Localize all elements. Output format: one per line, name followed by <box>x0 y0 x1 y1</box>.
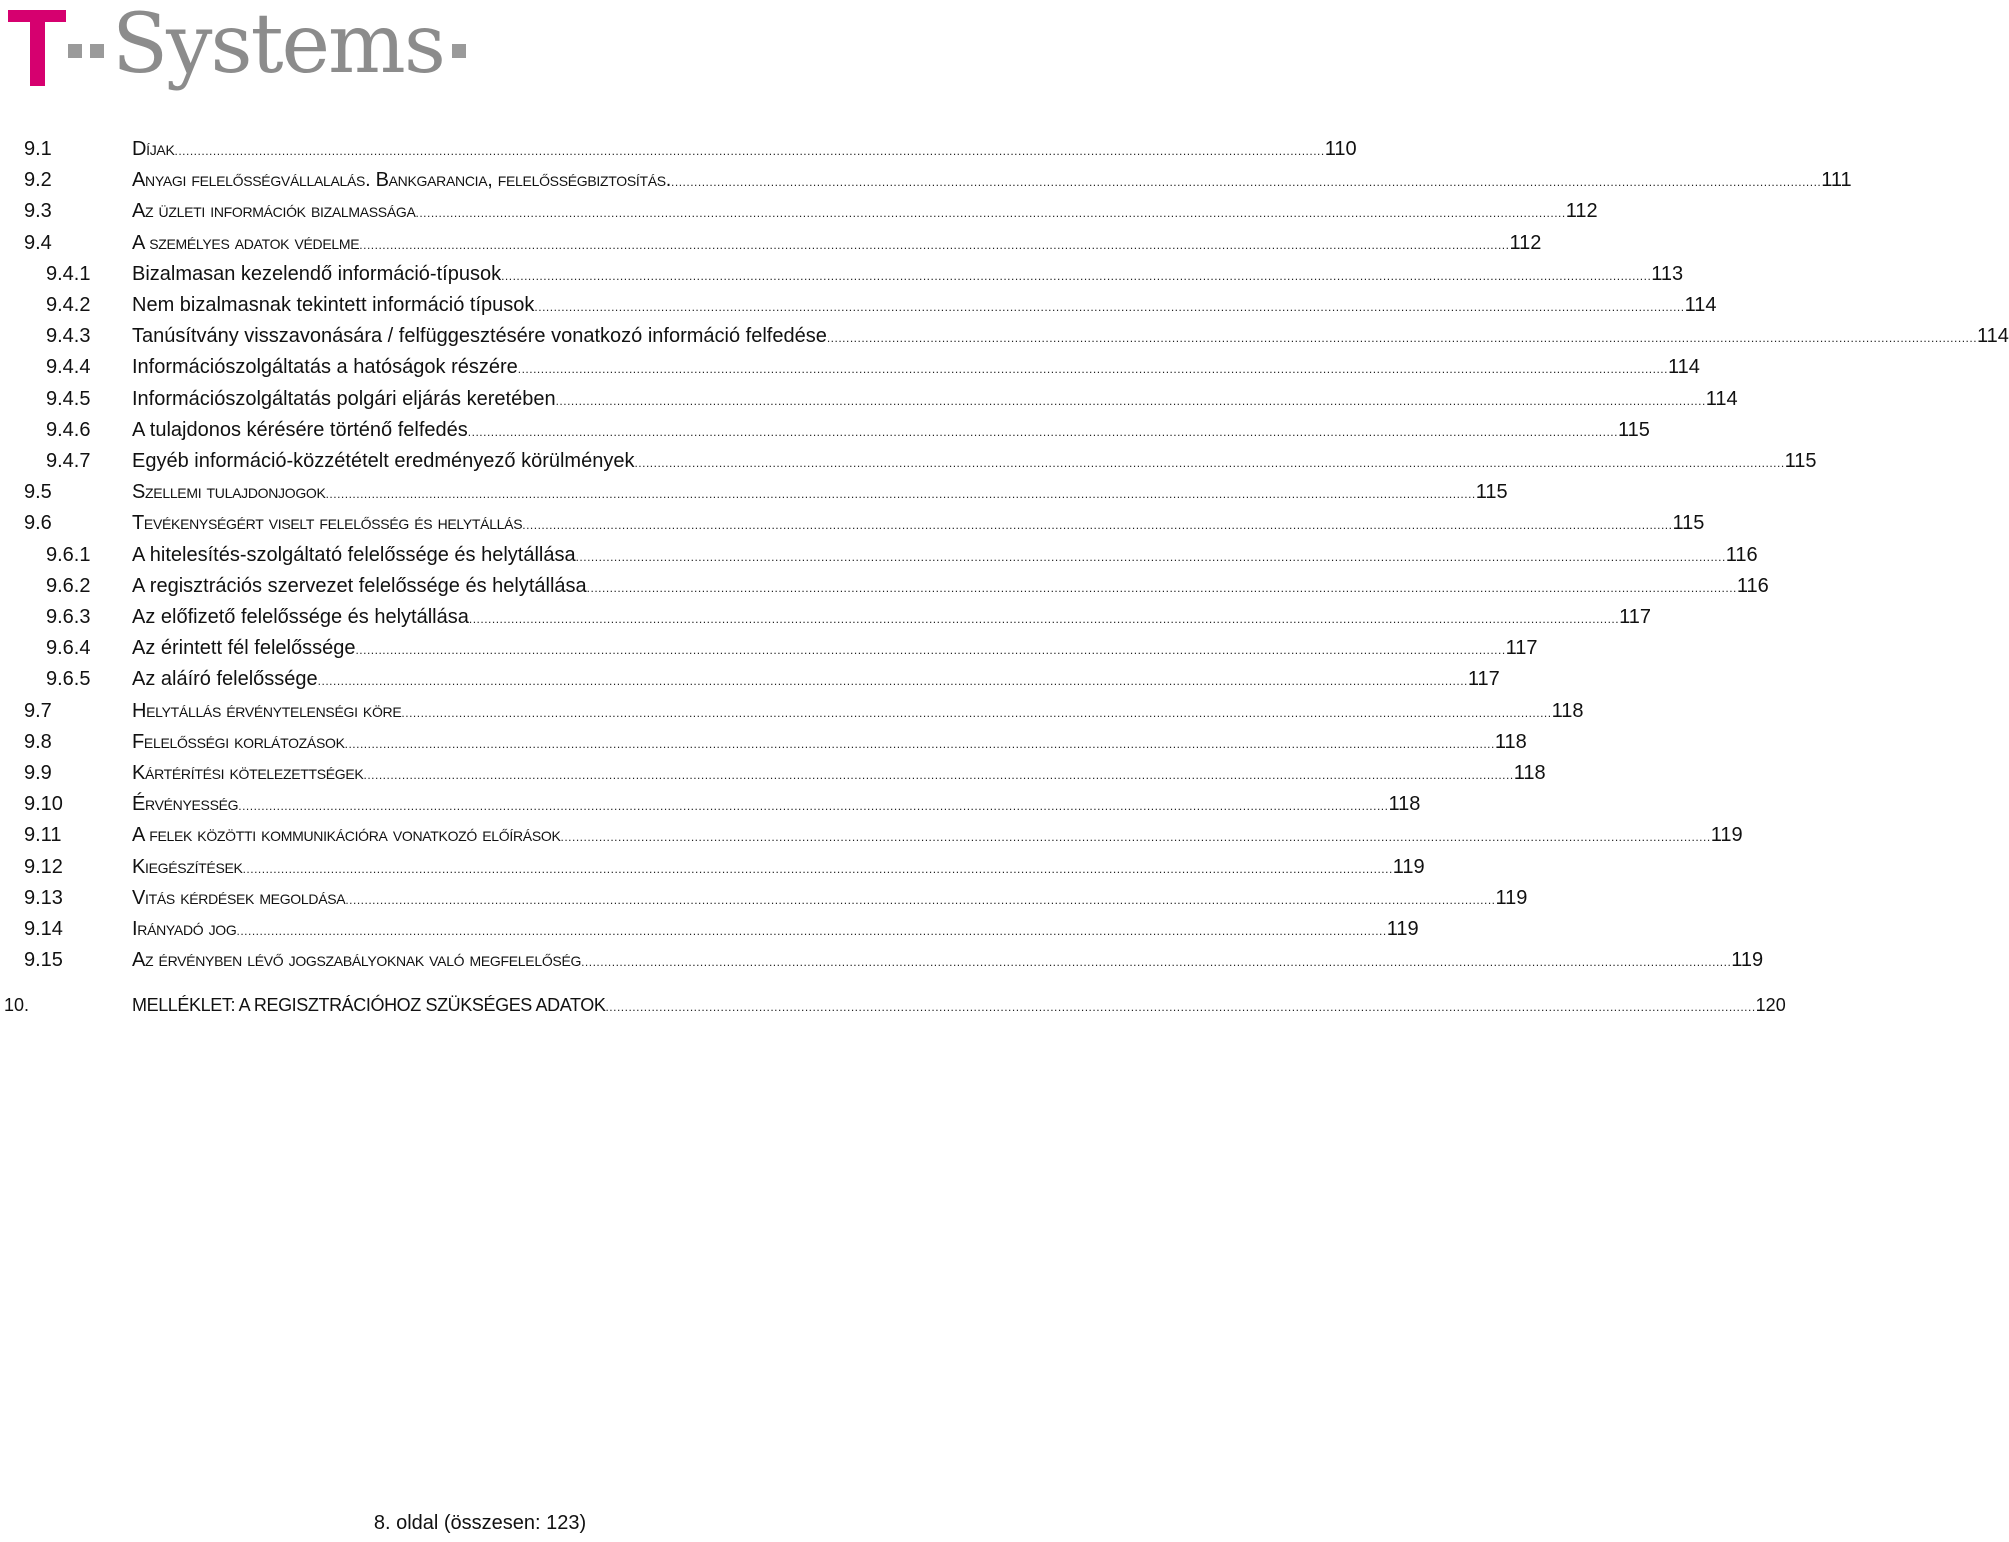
toc-dot-leader: ............................................................................................................................................................................................................................................................................................................ <box>534 300 1685 314</box>
toc-entry-number: 9.4.4 <box>46 356 91 379</box>
toc-entry-title: Nem bizalmasnak tekintett információ típusok <box>132 294 535 316</box>
toc-entry[interactable] <box>0 196 1598 226</box>
toc-entry-number: 9.15 <box>24 949 63 972</box>
toc-dot-leader: ............................................................................................................................................................................................................................................................................................................ <box>575 549 1726 564</box>
t-systems-logo <box>8 0 508 102</box>
toc-entry-title: Tanúsítvány visszavonására / felfüggesztésére vonatkozó információ felfedése <box>132 325 827 348</box>
toc-entry-number: 9.4.1 <box>46 262 91 285</box>
toc-entry[interactable] <box>0 789 1421 819</box>
toc-entry[interactable] <box>0 384 1738 414</box>
toc-entry-page: 119 <box>1392 855 1425 878</box>
toc-entry-title: Az érvényben lévő jogszabályoknak való megfelelőség <box>132 949 582 972</box>
toc-entry-title: Helytállás érvénytelenségi köre <box>132 699 402 722</box>
toc-entry-page: 114 <box>1667 356 1700 379</box>
toc-entry-page: 118 <box>1388 793 1421 816</box>
toc-entry-number: 9.9 <box>24 762 52 784</box>
toc-entry-page: 110 <box>1324 138 1357 160</box>
toc-entry-title: Az üzleti információk bizalmassága <box>132 200 416 223</box>
toc-entry-number: 9.12 <box>24 855 63 878</box>
toc-dot-leader: ............................................................................................................................................................................................................................................................................................................ <box>555 393 1706 408</box>
toc-entry[interactable] <box>0 290 1717 320</box>
toc-entry[interactable] <box>0 758 1546 788</box>
toc-entry-number: 9.4.2 <box>46 294 91 316</box>
toc-dot-leader: ............................................................................................................................................................................................................................................................................................................ <box>634 456 1785 470</box>
toc-entry-page: 117 <box>1505 637 1538 660</box>
toc-entry-title: MELLÉKLET: A REGISZTRÁCIÓHOZ SZÜKSÉGES ADATOK <box>132 995 606 1016</box>
toc-entry-title: Irányadó jog <box>132 918 237 940</box>
toc-entry-number: 9.4.5 <box>46 387 91 410</box>
t-logo-mark <box>8 10 68 86</box>
toc-entry[interactable] <box>0 352 1700 382</box>
toc-entry-title: Szellemi tulajdonjogok <box>132 481 326 504</box>
toc-entry-number: 9.10 <box>24 793 63 816</box>
toc-entry[interactable] <box>0 602 1651 632</box>
toc-entry[interactable] <box>0 883 1528 913</box>
toc-entry-number: 9.6.5 <box>46 668 91 691</box>
toc-entry-number: 9.5 <box>24 481 52 504</box>
toc-entry[interactable] <box>0 477 1508 507</box>
toc-entry-title: Egyéb információ-közzétételt eredményező körülmények <box>132 450 635 472</box>
toc-dot-leader: ............................................................................................................................................................................................................................................................................................................ <box>415 206 1566 221</box>
toc-entry[interactable] <box>0 508 1705 538</box>
toc-entry-number: 9.14 <box>24 918 63 940</box>
toc-entry[interactable] <box>0 852 1425 882</box>
toc-entry[interactable] <box>0 446 1817 476</box>
toc-entry-page: 115 <box>1784 450 1817 472</box>
toc-entry-number: 10. <box>4 995 30 1016</box>
toc-entry-number: 9.4.3 <box>46 325 91 348</box>
toc-entry[interactable] <box>0 696 1584 726</box>
toc-dot-leader: ............................................................................................................................................................................................................................................................................................................ <box>174 144 1325 158</box>
toc-dot-leader: ............................................................................................................................................................................................................................................................................................................ <box>467 424 1618 439</box>
toc-entry-title: A személyes adatok védelme <box>132 231 360 254</box>
toc-entry-title: Bizalmasan kezelendő információ-típusok <box>132 262 502 285</box>
toc-entry-title: Kiegészítések <box>132 855 243 878</box>
toc-dot-leader: ............................................................................................................................................................................................................................................................................................................ <box>586 580 1737 595</box>
toc-entry-page: 119 <box>1386 918 1419 940</box>
toc-entry-title: Kártérítési kötelezettségek <box>132 762 364 784</box>
toc-entry-page: 115 <box>1672 512 1705 535</box>
toc-entry-number: 9.4.7 <box>46 450 91 472</box>
toc-entry[interactable] <box>0 820 1743 850</box>
toc-entry-title: A felek közötti kommunikációra vonatkozó előírások <box>132 824 561 847</box>
toc-entry-title: Információszolgáltatás polgári eljárás keretében <box>132 387 556 410</box>
toc-entry-number: 9.4.6 <box>46 418 91 441</box>
toc-entry-page: 113 <box>1651 262 1684 285</box>
toc-entry[interactable] <box>0 415 1650 445</box>
toc-entry[interactable] <box>0 664 1500 694</box>
toc-entry[interactable] <box>0 990 1786 1020</box>
logo-wordmark: Systems <box>112 0 444 92</box>
page-footer: 8. oldal (összesen: 123) <box>373 1512 587 1534</box>
toc-entry-title: Érvényesség <box>132 793 239 816</box>
toc-entry-page: 115 <box>1475 481 1508 504</box>
toc-dot-leader: ............................................................................................................................................................................................................................................................................................................ <box>325 487 1476 502</box>
toc-entry-title: Vitás kérdések megoldása <box>132 886 346 909</box>
toc-dot-leader: ............................................................................................................................................................................................................................................................................................................ <box>363 768 1514 782</box>
toc-entry-number: 9.1 <box>24 138 52 160</box>
toc-entry[interactable] <box>0 540 1758 570</box>
toc-dot-leader: ............................................................................................................................................................................................................................................................................................................ <box>581 955 1732 970</box>
toc-entry-page: 112 <box>1565 200 1598 223</box>
logo-dot <box>452 44 466 58</box>
toc-entry-number: 9.3 <box>24 200 52 223</box>
toc-dot-leader: ............................................................................................................................................................................................................................................................................................................ <box>517 362 1668 377</box>
toc-dot-leader: ............................................................................................................................................................................................................................................................................................................ <box>236 924 1387 938</box>
toc-entry-page: 119 <box>1731 949 1764 972</box>
toc-dot-leader: ............................................................................................................................................................................................................................................................................................................ <box>238 799 1389 814</box>
toc-entry-page: 118 <box>1494 730 1527 753</box>
toc-entry-number: 9.8 <box>24 730 52 753</box>
toc-entry-page: 115 <box>1617 418 1650 441</box>
toc-entry[interactable] <box>0 571 1769 601</box>
toc-entry-title: A tulajdonos kérésére történő felfedés <box>132 418 468 441</box>
toc-entry-page: 114 <box>1684 294 1717 316</box>
toc-entry[interactable] <box>0 134 1357 164</box>
toc-entry-title: Díjak <box>132 138 175 160</box>
toc-entry-number: 9.6.3 <box>46 606 91 628</box>
toc-entry-title: Anyagi felelősségvállalalás. Bankgarancia, felelősségbiztosítás. <box>132 169 672 192</box>
toc-entry-number: 9.13 <box>24 886 63 909</box>
toc-entry[interactable] <box>0 165 1852 195</box>
toc-dot-leader: ............................................................................................................................................................................................................................................................................................................ <box>605 1000 1756 1015</box>
toc-entry[interactable] <box>0 945 1764 975</box>
toc-dot-leader: ............................................................................................................................................................................................................................................................................................................ <box>671 175 1822 190</box>
toc-dot-leader: ............................................................................................................................................................................................................................................................................................................ <box>501 268 1652 283</box>
toc-entry-page: 119 <box>1495 886 1528 909</box>
toc-dot-leader: ............................................................................................................................................................................................................................................................................................................ <box>359 237 1510 252</box>
logo-dot <box>68 44 82 58</box>
toc-entry-title: Felelősségi korlátozások <box>132 730 345 753</box>
toc-dot-leader: ............................................................................................................................................................................................................................................................................................................ <box>468 612 1620 626</box>
toc-entry-page: 118 <box>1551 699 1584 722</box>
toc-entry-number: 9.6.2 <box>46 574 91 597</box>
toc-entry[interactable] <box>0 914 1419 944</box>
toc-entry-number: 9.2 <box>24 169 52 192</box>
toc-entry-page: 117 <box>1619 606 1651 628</box>
toc-dot-leader: ............................................................................................................................................................................................................................................................................................................ <box>560 830 1711 845</box>
toc-entry-page: 114 <box>1705 387 1738 410</box>
toc-dot-leader: ............................................................................................................................................................................................................................................................................................................ <box>345 892 1496 907</box>
logo-dot <box>90 44 104 58</box>
toc-entry-number: 9.6.1 <box>46 543 91 566</box>
toc-dot-leader: ............................................................................................................................................................................................................................................................................................................ <box>242 861 1393 876</box>
toc-dot-leader: ............................................................................................................................................................................................................................................................................................................ <box>401 705 1552 720</box>
toc-entry-page: 114 <box>1977 325 2009 348</box>
toc-entry-title: Az aláíró felelőssége <box>132 668 318 691</box>
toc-dot-leader: ............................................................................................................................................................................................................................................................................................................ <box>317 674 1468 689</box>
toc-entry-page: 116 <box>1725 543 1758 566</box>
toc-entry-title: A hitelesítés-szolgáltató felelőssége és helytállása <box>132 543 576 566</box>
toc-dot-leader: ............................................................................................................................................................................................................................................................................................................ <box>522 518 1673 533</box>
toc-entry-number: 9.4 <box>24 231 52 254</box>
toc-entry-number: 9.11 <box>24 824 62 847</box>
toc-entry-page: 119 <box>1710 824 1743 847</box>
toc-dot-leader: ............................................................................................................................................................................................................................................................................................................ <box>826 331 1978 346</box>
toc-entry[interactable] <box>0 727 1527 757</box>
toc-entry-number: 9.6.4 <box>46 637 91 660</box>
toc-entry-page: 120 <box>1755 995 1786 1016</box>
toc-entry[interactable] <box>0 259 1684 289</box>
toc-entry-title: A regisztrációs szervezet felelőssége és helytállása <box>132 574 587 597</box>
toc-entry-page: 118 <box>1513 762 1546 784</box>
toc-entry-title: Az érintett fél felelőssége <box>132 637 356 660</box>
toc-entry-title: Tevékenységért viselt felelősség és helytállás <box>132 512 523 535</box>
toc-entry-title: Az előfizető felelőssége és helytállása <box>132 606 469 628</box>
toc-entry-title: Információszolgáltatás a hatóságok részére <box>132 356 518 379</box>
toc-dot-leader: ............................................................................................................................................................................................................................................................................................................ <box>344 736 1495 751</box>
toc-entry-page: 111 <box>1821 169 1852 192</box>
toc-entry-number: 9.7 <box>24 699 52 722</box>
toc-entry[interactable] <box>0 228 1542 258</box>
toc-entry-page: 112 <box>1509 231 1542 254</box>
toc-entry-page: 116 <box>1736 574 1769 597</box>
toc-entry-page: 117 <box>1467 668 1500 691</box>
toc-entry-number: 9.6 <box>24 512 52 535</box>
toc-entry[interactable] <box>0 321 2009 351</box>
toc-dot-leader: ............................................................................................................................................................................................................................................................................................................ <box>355 643 1506 658</box>
toc-entry[interactable] <box>0 633 1538 663</box>
